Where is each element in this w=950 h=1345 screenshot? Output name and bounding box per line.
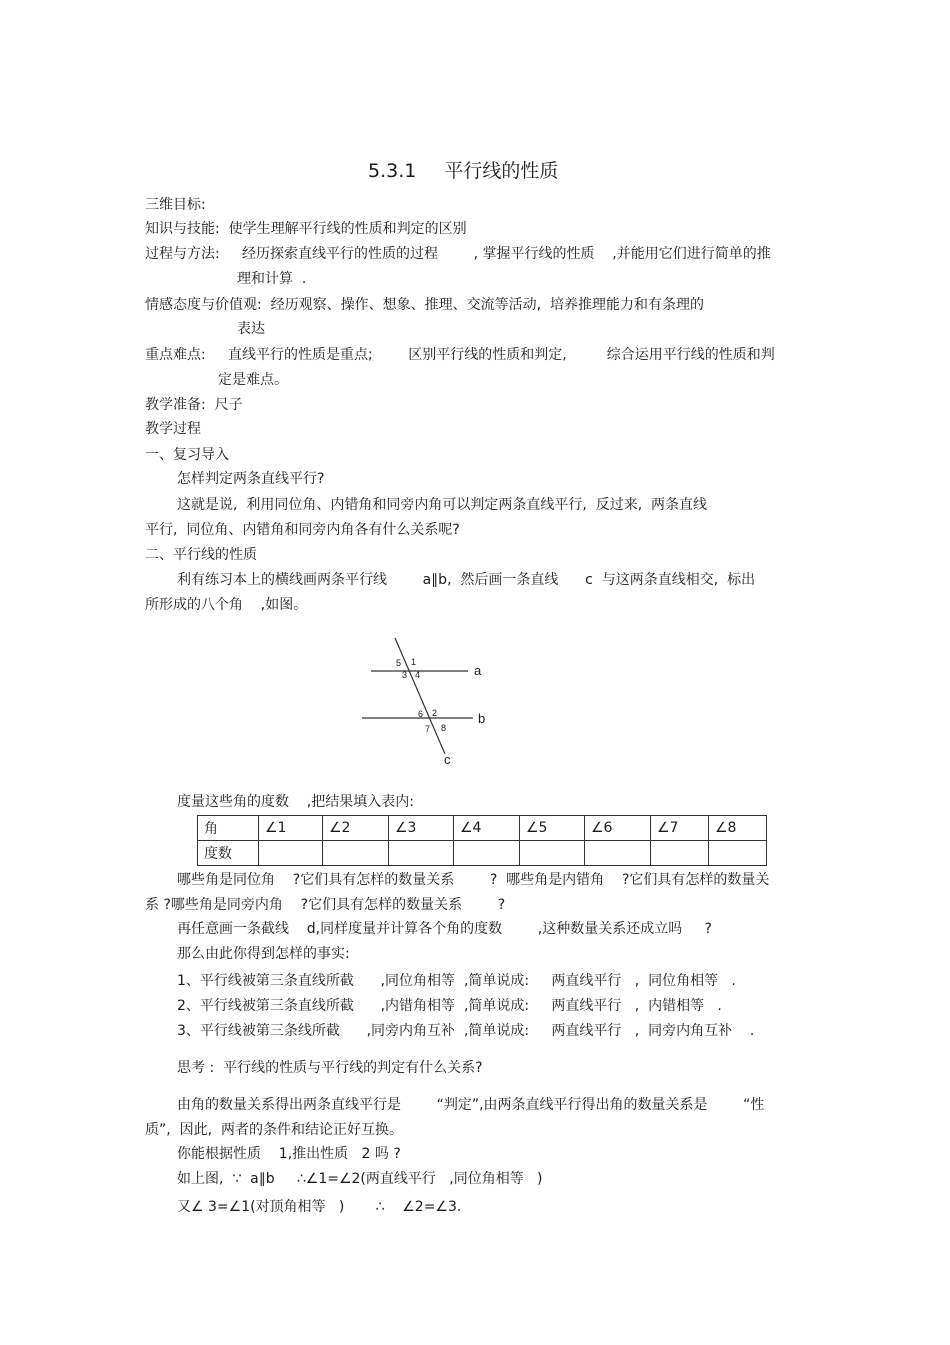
table-header-cell: ∠3 (389, 816, 454, 841)
text-line: 系 ?哪些角是同旁内角 ?它们具有怎样的数量关系 ? (145, 897, 506, 913)
text-line: 再任意画一条截线 d,同样度量并计算各个角的度数 ,这种数量关系还成立吗 ? (177, 921, 712, 937)
table-cell (651, 841, 709, 866)
label-b: b (478, 711, 486, 726)
label-a: a (474, 663, 482, 678)
table-cell (259, 841, 323, 866)
angle-label: 6 (418, 709, 424, 719)
text-line: 那么由此你得到怎样的事实: (177, 946, 350, 962)
text-line: 哪些角是同位角 ?它们具有怎样的数量关系 ? 哪些角是内错角 ?它们具有怎样的数量关 (177, 872, 770, 888)
table-cell (709, 841, 767, 866)
angle-label: 7 (425, 724, 431, 734)
text-line: 度量这些角的度数 ,把结果填入表内: (177, 794, 414, 810)
table-header-cell: ∠6 (585, 816, 651, 841)
table-cell (454, 841, 520, 866)
text-line: 质”, 因此, 两者的条件和结论正好互换。 (145, 1122, 403, 1138)
text-line: 二、平行线的性质 (145, 547, 257, 563)
table-cell (323, 841, 389, 866)
text-line: 所形成的八个角 ,如图。 (145, 597, 308, 613)
section-title: 平行线的性质 (444, 160, 559, 182)
angle-label: 5 (396, 658, 402, 668)
angle-label: 4 (415, 670, 421, 680)
text-line: 一、复习导入 (145, 447, 229, 463)
text-line: 又∠ 3=∠1(对顶角相等 ) ∴ ∠2=∠3. (177, 1199, 462, 1215)
table-row (198, 841, 767, 866)
angle-label: 3 (402, 670, 408, 680)
angle-label: 2 (432, 708, 438, 718)
table-header-cell: ∠4 (454, 816, 520, 841)
table-cell (520, 841, 585, 866)
text-line: 过程与方法: 经历探索直线平行的性质的过程 , 掌握平行线的性质 ,并能用它们进行简单的推 (145, 246, 771, 262)
label-c: c (444, 752, 451, 767)
text-line: 教学过程 (145, 421, 201, 437)
text-line: 重点难点: 直线平行的性质是重点; 区别平行线的性质和判定, 综合运用平行线的性质和判 (145, 347, 775, 363)
text-line: 平行, 同位角、内错角和同旁内角各有什么关系呢? (145, 522, 460, 538)
text-line: 2、平行线被第三条直线所截 ,内错角相等 ,简单说成: 两直线平行 , 内错相等 . (177, 998, 722, 1014)
text-line: 思考 : 平行线的性质与平行线的判定有什么关系? (177, 1060, 483, 1076)
table-header-cell: 角 (198, 816, 259, 841)
section-number: 5.3.1 (368, 160, 417, 182)
text-line: 情感态度与价值观: 经历观察、操作、想象、推理、交流等活动, 培养推理能力和有条理的 (145, 297, 704, 313)
text-line: 理和计算 . (237, 271, 307, 287)
text-line: 这就是说, 利用同位角、内错角和同旁内角可以判定两条直线平行, 反过来, 两条直线 (177, 497, 708, 513)
table-cell (585, 841, 651, 866)
page-title (368, 156, 558, 183)
angle-measure-table (197, 815, 767, 866)
text-line: 怎样判定两条直线平行? (177, 471, 325, 487)
text-line: 3、平行线被第三条线所截 ,同旁内角互补 ,简单说成: 两直线平行 , 同旁内角互补 . (177, 1023, 755, 1039)
text-line: 定是难点。 (218, 372, 288, 388)
table-header-cell: ∠5 (520, 816, 585, 841)
table-header-cell: ∠1 (259, 816, 323, 841)
table-header-cell: ∠8 (709, 816, 767, 841)
text-line: 由角的数量关系得出两条直线平行是 “判定”,由两条直线平行得出角的数量关系是 “性 (177, 1097, 765, 1113)
angle-label: 1 (411, 657, 417, 667)
table-header-cell: ∠7 (651, 816, 709, 841)
text-line: 你能根据性质 1,推出性质 2 吗 ? (177, 1146, 401, 1162)
line-c (395, 638, 445, 754)
text-line: 利有练习本上的横线画两条平行线 a∥b, 然后画一条直线 c 与这两条直线相交, 标出 (177, 572, 756, 588)
text-line: 表达 (237, 321, 265, 337)
text-line: 如上图, ∵ a∥b ∴∠1=∠2(两直线平行 ,同位角相等 ) (177, 1171, 543, 1187)
table-cell (389, 841, 454, 866)
table-row (198, 816, 767, 841)
text-line: 1、平行线被第三条直线所截 ,同位角相等 ,简单说成: 两直线平行 , 同位角相等 . (177, 973, 736, 989)
table-row-label: 度数 (198, 841, 259, 866)
text-line: 教学准备: 尺子 (145, 397, 243, 413)
table-header-cell: ∠2 (323, 816, 389, 841)
angle-label: 8 (441, 723, 447, 733)
text-line: 知识与技能: 使学生理解平行线的性质和判定的区别 (145, 221, 467, 237)
text-line: 三维目标: (145, 197, 206, 213)
parallel-lines-figure (355, 632, 505, 772)
